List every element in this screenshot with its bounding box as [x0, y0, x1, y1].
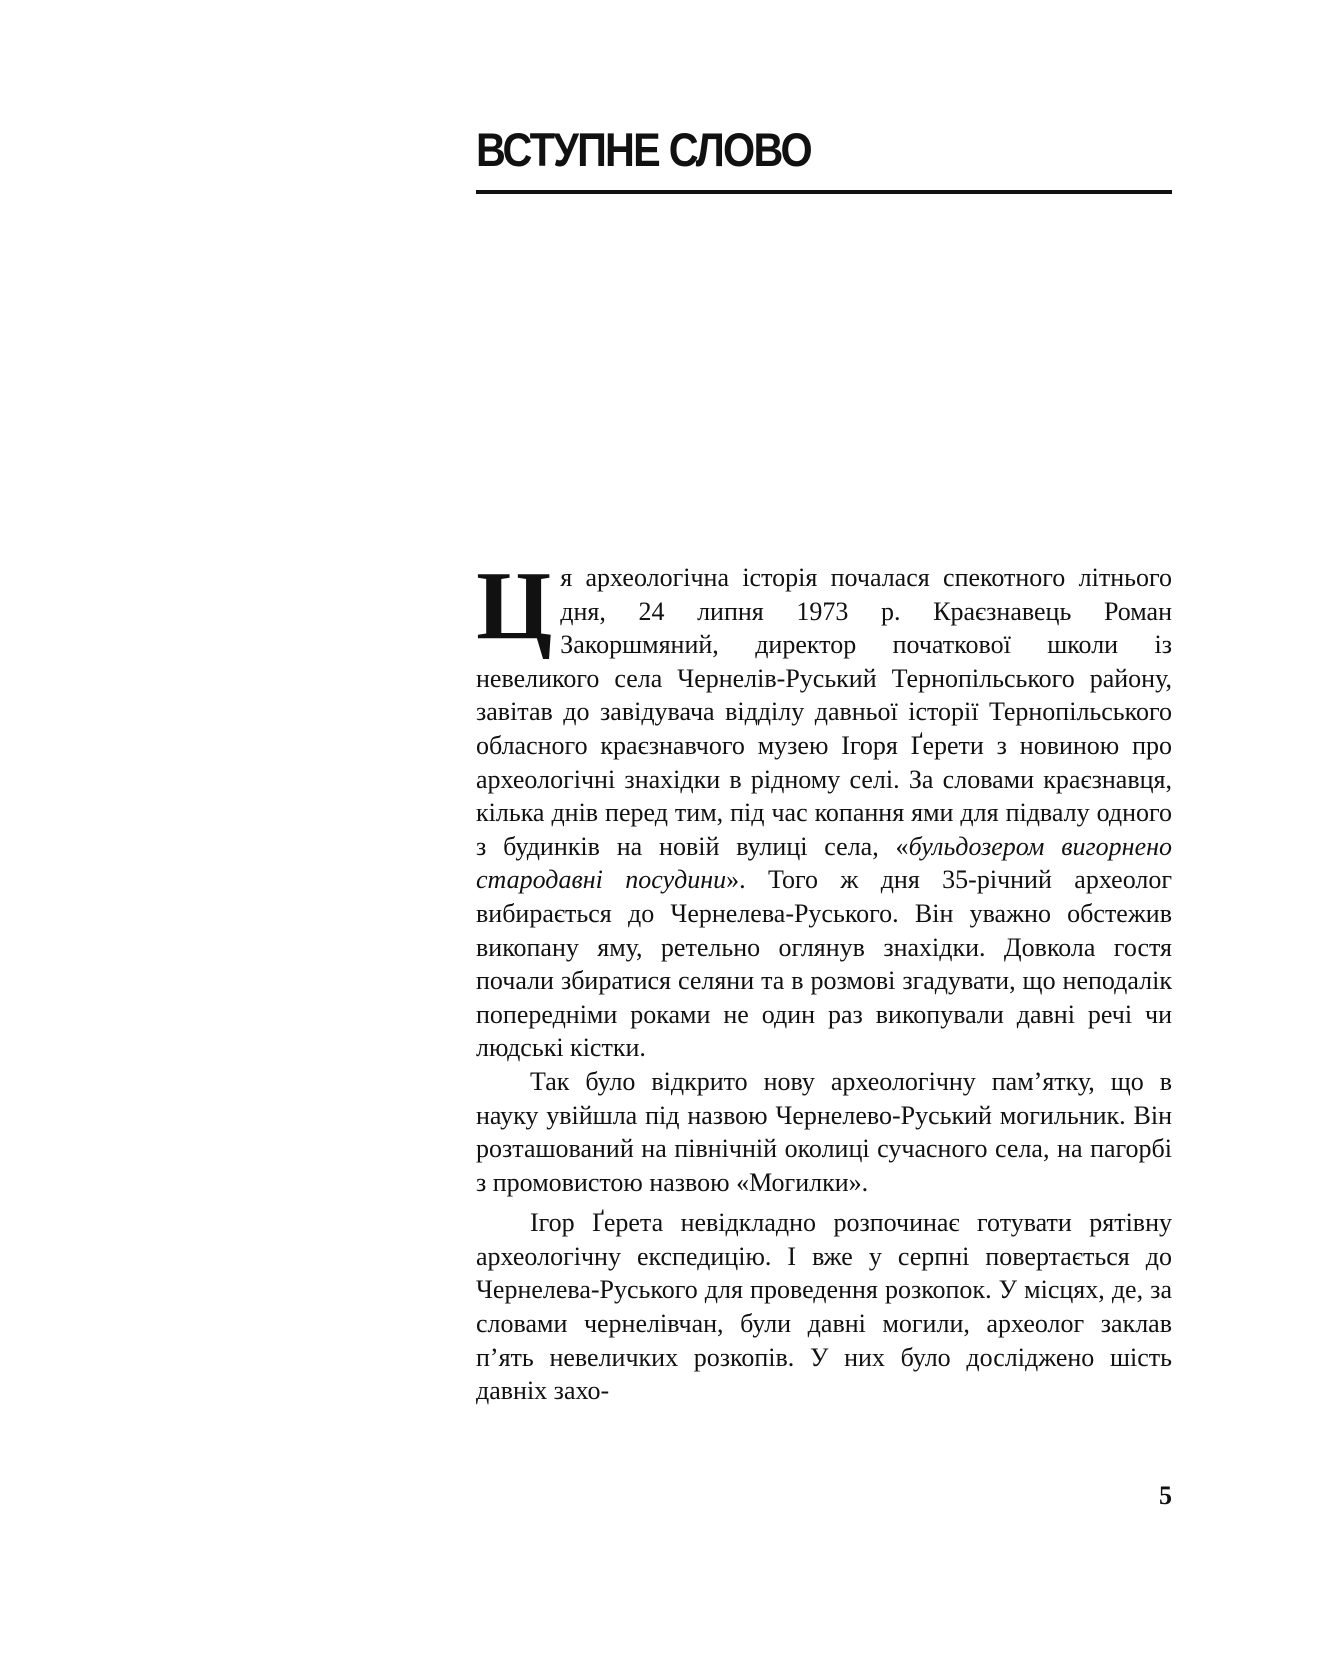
page-number: 5 [1159, 1481, 1172, 1510]
drop-cap: Ц [476, 552, 553, 660]
paragraph-1-text-a: я археологічна історія почалася спекотного літнього дня, 24 липня 1973 р. Краєзнавець Роман Закоршмяний, директор початкової школи із невеликого села Чернелів-Руський Тернопільського району, завітав до завідувача відділу давньої історії Тернопільського обласного краєзнавчого музею Ігоря Ґерети з новиною про археологічні знахідки в рідному селі. За словами краєзнавця, кілька днів перед тим, під час копання ями для підвалу одного з будинків на новій вулиці села, « [476, 563, 1172, 861]
paragraph-1 [476, 552, 1173, 1065]
title-rule [476, 190, 1172, 194]
paragraph-3: Ігор Ґерета невідкладно розпочинає готувати рятівну археологічну експедицію. І вже у серпні повертається до Чернелева-Руського для проведення розкопок. У місцях, де, за словами чернелівчан, були давні могили, археолог заклав п’ять невеличких розкопів. У них було досліджено шість давніх захо- [476, 1208, 1172, 1406]
paragraph-1-quote: бульдозером вигорнено стародавні посудини [476, 831, 1173, 895]
page-title: ВСТУПНЕ СЛОВО [476, 123, 811, 176]
paragraph-2: Так було відкрито нову археологічну пам’ятку, що в науку увійшла під назвою Чернелево-Руський могильник. Він розташований на північній околиці сучасного села, на пагорбі з промовистою назвою «Могилки». [476, 1066, 1172, 1197]
paragraph-1-text-b: ». Того ж дня 35-річний археолог вибирається до Чернелева-Руського. Він уважно обстежив викопану яму, ретельно оглянув знахідки. Довкола гостя почали збиратися селяни та в розмові згадувати, що неподалік попередніми роками не один раз викопували давні речі чи людські кістки. [476, 865, 1173, 1063]
body-text [476, 552, 1173, 1408]
